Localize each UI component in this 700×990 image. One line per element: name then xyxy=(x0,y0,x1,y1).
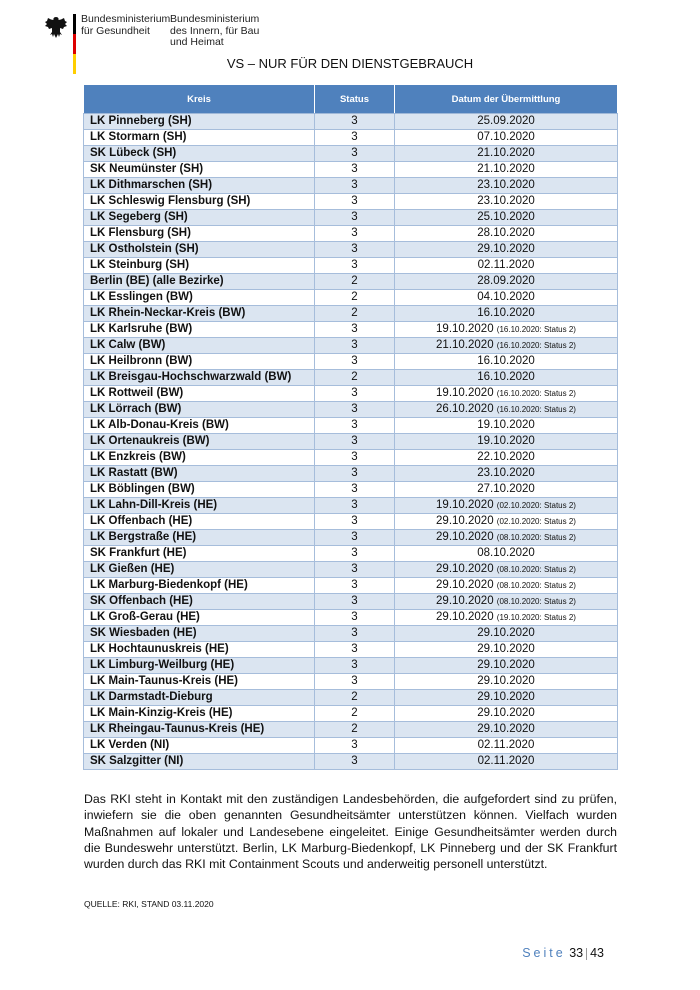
cell-datum-value: 19.10.2020 xyxy=(477,435,535,447)
cell-kreis: LK Rottweil (BW) xyxy=(84,386,315,402)
cell-datum xyxy=(395,450,618,466)
cell-datum-value: 29.10.2020 xyxy=(477,675,535,687)
table-row xyxy=(84,370,618,386)
cell-kreis: LK Dithmarschen (SH) xyxy=(84,178,315,194)
cell-status: 3 xyxy=(315,546,395,562)
cell-kreis: LK Verden (NI) xyxy=(84,738,315,754)
cell-datum-note: (08.10.2020: Status 2) xyxy=(496,565,576,574)
cell-datum xyxy=(395,562,618,578)
table-row xyxy=(84,658,618,674)
column-header-kreis: Kreis xyxy=(84,85,315,114)
cell-datum xyxy=(395,642,618,658)
cell-datum-value: 19.10.2020 xyxy=(436,387,494,399)
cell-kreis: LK Hochtaunuskreis (HE) xyxy=(84,642,315,658)
cell-kreis: SK Neumünster (SH) xyxy=(84,162,315,178)
table-row xyxy=(84,482,618,498)
cell-status: 3 xyxy=(315,434,395,450)
column-header-datum: Datum der Übermittlung xyxy=(395,85,618,114)
flag-black-stripe xyxy=(73,14,76,34)
table-row xyxy=(84,146,618,162)
cell-datum-value: 29.10.2020 xyxy=(477,659,535,671)
table-row xyxy=(84,610,618,626)
table-row xyxy=(84,242,618,258)
cell-datum-value: 29.10.2020 xyxy=(477,691,535,703)
cell-kreis: LK Flensburg (SH) xyxy=(84,226,315,242)
cell-kreis: LK Limburg-Weilburg (HE) xyxy=(84,658,315,674)
cell-datum-value: 23.10.2020 xyxy=(477,467,535,479)
cell-kreis: SK Frankfurt (HE) xyxy=(84,546,315,562)
cell-kreis: LK Esslingen (BW) xyxy=(84,290,315,306)
cell-kreis: LK Enzkreis (BW) xyxy=(84,450,315,466)
cell-status: 3 xyxy=(315,322,395,338)
cell-kreis: LK Darmstadt-Dieburg xyxy=(84,690,315,706)
cell-datum xyxy=(395,178,618,194)
cell-datum-note: (08.10.2020: Status 2) xyxy=(496,597,576,606)
table-row xyxy=(84,306,618,322)
cell-status: 2 xyxy=(315,722,395,738)
cell-datum-value: 22.10.2020 xyxy=(477,451,535,463)
flag-red-stripe xyxy=(73,34,76,54)
table-row xyxy=(84,626,618,642)
cell-kreis: LK Böblingen (BW) xyxy=(84,482,315,498)
cell-datum xyxy=(395,466,618,482)
cell-datum-note: (08.10.2020: Status 2) xyxy=(496,581,576,590)
cell-datum-note: (08.10.2020: Status 2) xyxy=(496,533,576,542)
cell-datum-value: 02.11.2020 xyxy=(477,259,535,271)
table-row xyxy=(84,322,618,338)
cell-status: 3 xyxy=(315,194,395,210)
cell-datum xyxy=(395,322,618,338)
cell-status: 3 xyxy=(315,402,395,418)
cell-status: 3 xyxy=(315,450,395,466)
cell-status: 2 xyxy=(315,290,395,306)
table-row xyxy=(84,162,618,178)
cell-datum-note: (16.10.2020: Status 2) xyxy=(496,389,576,398)
table-row xyxy=(84,258,618,274)
current-page: 33 xyxy=(569,946,584,960)
table-row xyxy=(84,210,618,226)
cell-datum-note: (02.10.2020: Status 2) xyxy=(496,517,576,526)
cell-datum-value: 29.10.2020 xyxy=(436,531,494,543)
table-row xyxy=(84,578,618,594)
cell-datum-value: 23.10.2020 xyxy=(477,179,535,191)
cell-datum-note: (02.10.2020: Status 2) xyxy=(496,501,576,510)
cell-datum xyxy=(395,258,618,274)
cell-datum-value: 25.09.2020 xyxy=(477,115,535,127)
cell-kreis: LK Breisgau-Hochschwarzwald (BW) xyxy=(84,370,315,386)
cell-datum xyxy=(395,578,618,594)
cell-status: 2 xyxy=(315,706,395,722)
table-row xyxy=(84,722,618,738)
cell-datum-value: 28.10.2020 xyxy=(477,227,535,239)
page-label: Seite xyxy=(522,946,566,960)
cell-datum-value: 07.10.2020 xyxy=(477,131,535,143)
cell-datum xyxy=(395,162,618,178)
cell-datum-value: 29.10.2020 xyxy=(436,611,494,623)
cell-status: 3 xyxy=(315,386,395,402)
cell-kreis: LK Pinneberg (SH) xyxy=(84,114,315,130)
cell-datum xyxy=(395,514,618,530)
cell-kreis: SK Offenbach (HE) xyxy=(84,594,315,610)
table-row xyxy=(84,130,618,146)
cell-datum xyxy=(395,722,618,738)
cell-kreis: LK Stormarn (SH) xyxy=(84,130,315,146)
cell-kreis: LK Schleswig Flensburg (SH) xyxy=(84,194,315,210)
table-row xyxy=(84,274,618,290)
cell-kreis: SK Wiesbaden (HE) xyxy=(84,626,315,642)
cell-datum xyxy=(395,354,618,370)
cell-kreis: LK Main-Kinzig-Kreis (HE) xyxy=(84,706,315,722)
cell-datum-value: 21.10.2020 xyxy=(477,147,535,159)
cell-status: 3 xyxy=(315,130,395,146)
cell-status: 3 xyxy=(315,418,395,434)
cell-status: 3 xyxy=(315,242,395,258)
cell-datum-value: 29.10.2020 xyxy=(477,707,535,719)
cell-status: 3 xyxy=(315,114,395,130)
cell-datum-note: (16.10.2020: Status 2) xyxy=(496,341,576,350)
cell-datum-value: 29.10.2020 xyxy=(436,579,494,591)
table-row xyxy=(84,562,618,578)
cell-datum xyxy=(395,706,618,722)
cell-status: 3 xyxy=(315,354,395,370)
cell-datum xyxy=(395,338,618,354)
cell-status: 3 xyxy=(315,338,395,354)
cell-datum xyxy=(395,626,618,642)
cell-datum xyxy=(395,690,618,706)
cell-kreis: LK Lörrach (BW) xyxy=(84,402,315,418)
table-row xyxy=(84,546,618,562)
cell-datum xyxy=(395,242,618,258)
column-header-status: Status xyxy=(315,85,395,114)
body-paragraph: Das RKI steht in Kontakt mit den zuständigen Landesbehörden, die aufgefordert sind zu prüfen, inwiefern sie die oben genannten Gesundheitsämter unterstützen können. Vielfach wurden Maßnahmen auf lokaler und Landesebene eingeleitet. Einige Gesundheitsämter werden durch die Bundeswehr unterstützt. Berlin, LK Marburg-Biedenkopf, LK Pinneberg und der SK Frankfurt wurden durch das RKI mit Containment Scouts und anderweitig personell unterstützt. xyxy=(84,792,617,872)
cell-kreis: LK Groß-Gerau (HE) xyxy=(84,610,315,626)
cell-kreis: LK Lahn-Dill-Kreis (HE) xyxy=(84,498,315,514)
cell-datum xyxy=(395,498,618,514)
cell-kreis: LK Bergstraße (HE) xyxy=(84,530,315,546)
cell-datum-value: 08.10.2020 xyxy=(477,547,535,559)
cell-datum xyxy=(395,434,618,450)
federal-eagle-icon xyxy=(45,16,67,40)
cell-datum xyxy=(395,674,618,690)
cell-status: 2 xyxy=(315,370,395,386)
cell-status: 3 xyxy=(315,530,395,546)
cell-datum xyxy=(395,290,618,306)
cell-status: 2 xyxy=(315,690,395,706)
cell-datum xyxy=(395,130,618,146)
source-note: QUELLE: RKI, STAND 03.11.2020 xyxy=(84,899,214,909)
cell-datum-value: 28.09.2020 xyxy=(477,275,535,287)
cell-datum-value: 27.10.2020 xyxy=(477,483,535,495)
table-row xyxy=(84,194,618,210)
cell-datum-value: 25.10.2020 xyxy=(477,211,535,223)
cell-status: 3 xyxy=(315,226,395,242)
cell-kreis: SK Salzgitter (NI) xyxy=(84,754,315,770)
cell-datum xyxy=(395,658,618,674)
cell-datum xyxy=(395,210,618,226)
cell-datum xyxy=(395,754,618,770)
table-row xyxy=(84,642,618,658)
cell-kreis: LK Rastatt (BW) xyxy=(84,466,315,482)
cell-status: 3 xyxy=(315,562,395,578)
cell-status: 3 xyxy=(315,210,395,226)
cell-datum xyxy=(395,546,618,562)
ministry-health-name: Bundesministerium für Gesundheit xyxy=(81,13,171,37)
cell-datum xyxy=(395,418,618,434)
table-row xyxy=(84,498,618,514)
cell-datum-value: 02.11.2020 xyxy=(477,739,535,751)
cell-status: 3 xyxy=(315,610,395,626)
cell-status: 3 xyxy=(315,642,395,658)
cell-status: 3 xyxy=(315,674,395,690)
cell-datum xyxy=(395,738,618,754)
table-row xyxy=(84,738,618,754)
cell-kreis: LK Segeberg (SH) xyxy=(84,210,315,226)
cell-kreis: Berlin (BE) (alle Bezirke) xyxy=(84,274,315,290)
cell-kreis: SK Lübeck (SH) xyxy=(84,146,315,162)
cell-datum-note: (16.10.2020: Status 2) xyxy=(496,325,576,334)
page-separator xyxy=(586,948,587,960)
cell-datum-value: 21.10.2020 xyxy=(477,163,535,175)
table-header-row xyxy=(84,85,618,114)
cell-kreis: LK Steinburg (SH) xyxy=(84,258,315,274)
cell-datum xyxy=(395,274,618,290)
table-row xyxy=(84,354,618,370)
cell-status: 3 xyxy=(315,658,395,674)
table-row xyxy=(84,754,618,770)
cell-datum xyxy=(395,386,618,402)
cell-kreis: LK Ortenaukreis (BW) xyxy=(84,434,315,450)
cell-datum xyxy=(395,194,618,210)
cell-kreis: LK Gießen (HE) xyxy=(84,562,315,578)
cell-datum-value: 16.10.2020 xyxy=(477,307,535,319)
cell-datum-value: 29.10.2020 xyxy=(477,643,535,655)
cell-datum-value: 04.10.2020 xyxy=(477,291,535,303)
cell-datum xyxy=(395,146,618,162)
cell-datum-value: 21.10.2020 xyxy=(436,339,494,351)
table-row xyxy=(84,466,618,482)
cell-status: 3 xyxy=(315,578,395,594)
table-row xyxy=(84,226,618,242)
cell-datum xyxy=(395,530,618,546)
table-row xyxy=(84,434,618,450)
cell-status: 2 xyxy=(315,306,395,322)
cell-kreis: LK Alb-Donau-Kreis (BW) xyxy=(84,418,315,434)
cell-datum-value: 29.10.2020 xyxy=(436,563,494,575)
cell-status: 3 xyxy=(315,482,395,498)
cell-datum-value: 23.10.2020 xyxy=(477,195,535,207)
cell-datum-value: 29.10.2020 xyxy=(477,627,535,639)
cell-datum xyxy=(395,306,618,322)
cell-datum-value: 29.10.2020 xyxy=(477,243,535,255)
cell-kreis: LK Calw (BW) xyxy=(84,338,315,354)
table-row xyxy=(84,530,618,546)
cell-kreis: LK Karlsruhe (BW) xyxy=(84,322,315,338)
cell-status: 3 xyxy=(315,146,395,162)
cell-kreis: LK Ostholstein (SH) xyxy=(84,242,315,258)
cell-datum xyxy=(395,370,618,386)
table-row xyxy=(84,386,618,402)
cell-status: 3 xyxy=(315,738,395,754)
table-row xyxy=(84,114,618,130)
table-row xyxy=(84,402,618,418)
table-row xyxy=(84,450,618,466)
cell-datum-value: 29.10.2020 xyxy=(436,595,494,607)
cell-status: 3 xyxy=(315,258,395,274)
cell-status: 3 xyxy=(315,594,395,610)
cell-status: 3 xyxy=(315,498,395,514)
cell-status: 3 xyxy=(315,754,395,770)
cell-datum-note: (16.10.2020: Status 2) xyxy=(496,405,576,414)
table-row xyxy=(84,418,618,434)
cell-datum xyxy=(395,226,618,242)
cell-datum-value: 26.10.2020 xyxy=(436,403,494,415)
cell-datum-value: 16.10.2020 xyxy=(477,371,535,383)
cell-datum xyxy=(395,482,618,498)
cell-kreis: LK Heilbronn (BW) xyxy=(84,354,315,370)
table-row xyxy=(84,690,618,706)
cell-datum xyxy=(395,114,618,130)
cell-datum-value: 19.10.2020 xyxy=(436,499,494,511)
cell-status: 3 xyxy=(315,162,395,178)
cell-kreis: LK Offenbach (HE) xyxy=(84,514,315,530)
cell-datum xyxy=(395,610,618,626)
cell-status: 3 xyxy=(315,626,395,642)
classification-label: VS – NUR FÜR DEN DIENSTGEBRAUCH xyxy=(226,56,474,71)
cell-status: 3 xyxy=(315,466,395,482)
cell-datum xyxy=(395,594,618,610)
table-row xyxy=(84,514,618,530)
cell-datum-value: 02.11.2020 xyxy=(477,755,535,767)
cell-status: 2 xyxy=(315,274,395,290)
cell-datum-value: 19.10.2020 xyxy=(436,323,494,335)
cell-datum-value: 19.10.2020 xyxy=(477,419,535,431)
cell-status: 3 xyxy=(315,514,395,530)
table-row xyxy=(84,594,618,610)
table-row xyxy=(84,290,618,306)
cell-datum-note: (19.10.2020: Status 2) xyxy=(496,613,576,622)
page-number xyxy=(522,946,604,960)
cell-datum-value: 16.10.2020 xyxy=(477,355,535,367)
cell-status: 3 xyxy=(315,178,395,194)
total-pages: 43 xyxy=(590,946,604,960)
table-row xyxy=(84,706,618,722)
cell-kreis: LK Main-Taunus-Kreis (HE) xyxy=(84,674,315,690)
table-row xyxy=(84,338,618,354)
table-row xyxy=(84,674,618,690)
cell-kreis: LK Rheingau-Taunus-Kreis (HE) xyxy=(84,722,315,738)
cell-kreis: LK Marburg-Biedenkopf (HE) xyxy=(84,578,315,594)
cell-datum-value: 29.10.2020 xyxy=(436,515,494,527)
cell-kreis: LK Rhein-Neckar-Kreis (BW) xyxy=(84,306,315,322)
cell-datum-value: 29.10.2020 xyxy=(477,723,535,735)
district-status-table xyxy=(83,84,618,770)
table-row xyxy=(84,178,618,194)
cell-datum xyxy=(395,402,618,418)
ministry-interior-name: Bundesministerium des Innern, für Bau und Heimat xyxy=(170,13,260,48)
